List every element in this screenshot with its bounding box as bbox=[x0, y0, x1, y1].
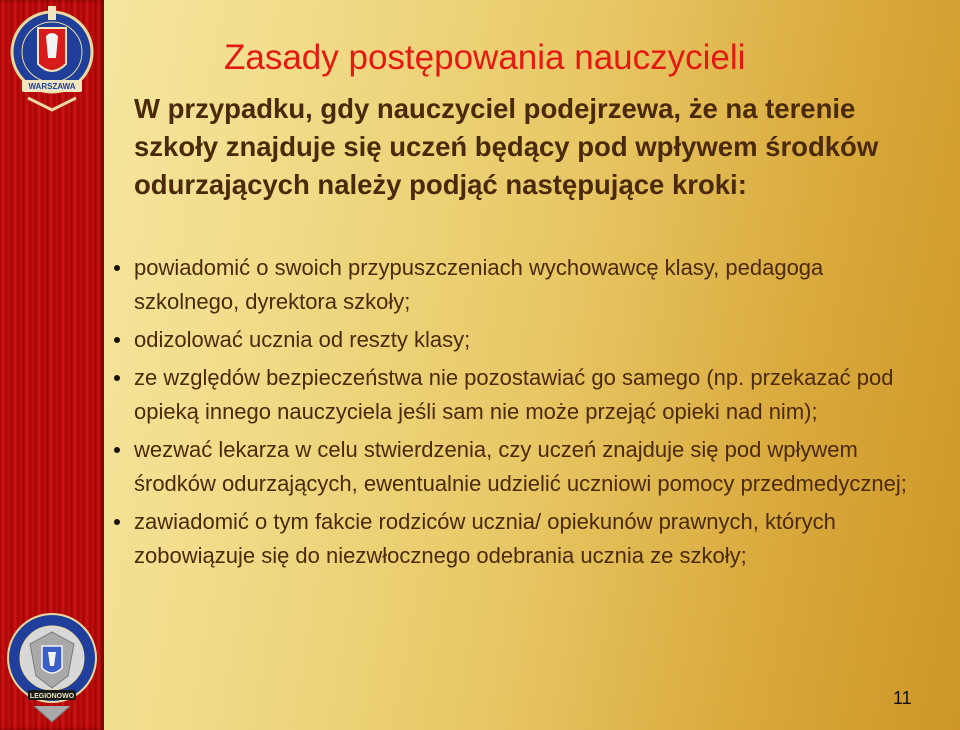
list-item: ze względów bezpieczeństwa nie pozostawiać go samego (np. przekazać pod opieką innego nauczyciela jeśli sam nie może przejąć opieki nad nim); bbox=[134, 361, 934, 429]
page-number: 11 bbox=[893, 688, 912, 708]
slide-title: Zasady postępowania nauczycieli bbox=[224, 38, 746, 77]
svg-text:LEGIONOWO: LEGIONOWO bbox=[29, 693, 75, 700]
steps-list bbox=[134, 251, 934, 577]
list-item: wezwać lekarza w celu stwierdzenia, czy uczeń znajduje się pod wpływem środków odurzających, ewentualnie udzielić uczniowi pomocy przedmedycznej; bbox=[134, 433, 934, 501]
list-item: zawiadomić o tym fakcie rodziców ucznia/ opiekunów prawnych, których zobowiązuje się do niezwłocznego odebrania ucznia ze szkoły; bbox=[134, 505, 934, 573]
list-item: powiadomić o swoich przypuszczeniach wychowawcę klasy, pedagoga szkolnego, dyrektora szkoły; bbox=[134, 251, 934, 319]
intro-paragraph: W przypadku, gdy nauczyciel podejrzewa, że na terenie szkoły znajduje się uczeń będący pod wpływem środków odurzających należy podjąć następujące kroki: bbox=[134, 93, 879, 200]
police-emblem-legionowo bbox=[4, 606, 100, 726]
list-item: odizolować ucznia od reszty klasy; bbox=[134, 323, 934, 357]
svg-text:WARSZAWA: WARSZAWA bbox=[28, 82, 76, 91]
sidebar-stripe bbox=[0, 0, 104, 730]
police-emblem-warszawa bbox=[8, 6, 96, 116]
